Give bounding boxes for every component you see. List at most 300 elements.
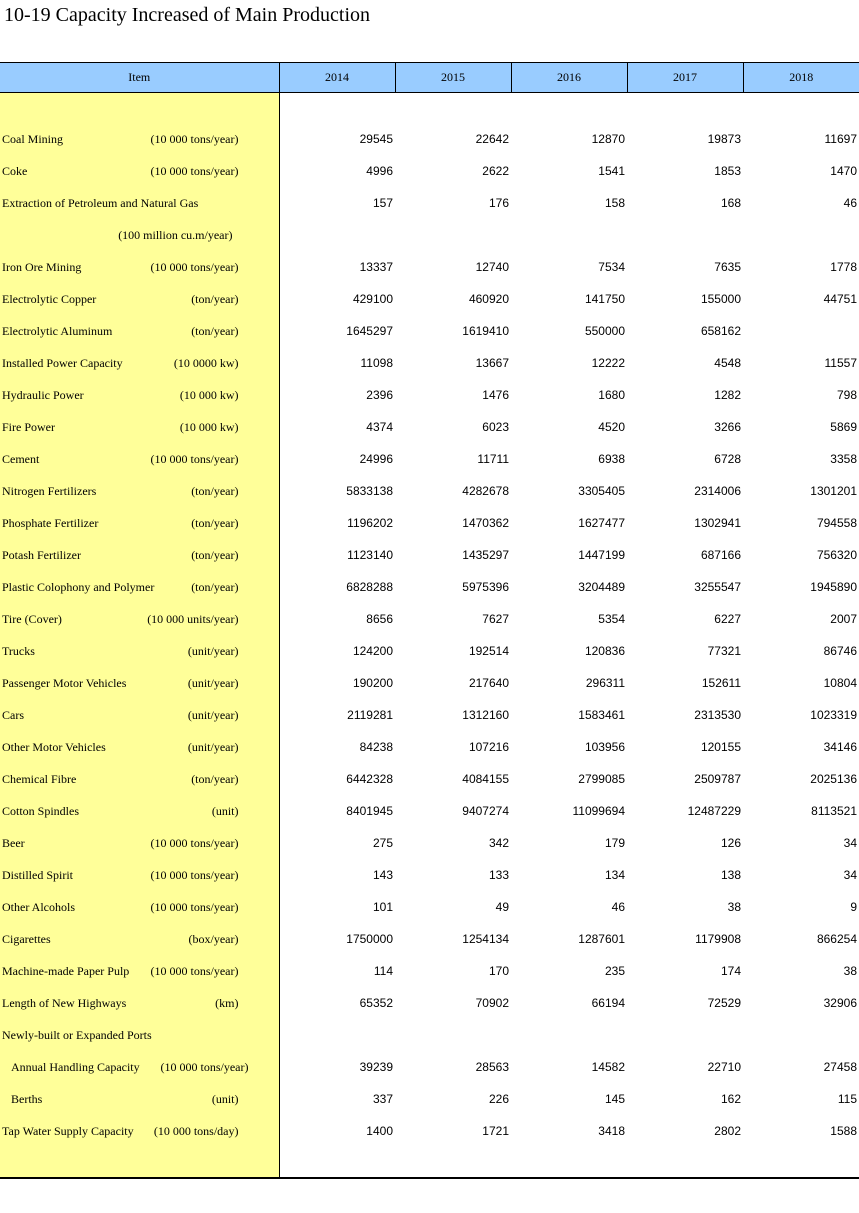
- item-cell: [0, 1083, 279, 1115]
- value-cell-2016: 1287601: [578, 932, 625, 946]
- value-cell-2015: 1721: [482, 1124, 509, 1138]
- item-name: Hydraulic Power: [2, 388, 84, 402]
- item-name: Newly-built or Expanded Ports: [2, 1028, 152, 1042]
- item-name: Length of New Highways: [2, 996, 127, 1010]
- item-name: Distilled Spirit: [2, 868, 74, 882]
- value-cell-2014: 429100: [352, 292, 393, 306]
- value-cell-2018: 794558: [816, 516, 857, 530]
- table-row: [0, 763, 859, 795]
- table-row: [0, 891, 859, 923]
- value-cell-2017: 155000: [700, 292, 741, 306]
- value-cell-2018: 866254: [816, 932, 857, 946]
- value-cell-2015: 460920: [468, 292, 509, 306]
- table-row: [0, 443, 859, 475]
- item-name: Cigarettes: [2, 932, 51, 946]
- table-row: [0, 219, 859, 251]
- value-cell-2014: 2396: [366, 388, 393, 402]
- item-cell: [0, 699, 279, 731]
- value-cell-2018: 1301201: [810, 484, 857, 498]
- value-cell-2014: 1196202: [347, 516, 393, 530]
- value-cell-2017: 4548: [714, 356, 741, 370]
- item-name: Electrolytic Copper: [2, 292, 97, 306]
- column-header-2018: 2018: [743, 63, 859, 93]
- bottom-row: [0, 1147, 859, 1178]
- value-cell-2015: 1435297: [462, 548, 509, 562]
- item-unit: (unit/year): [187, 708, 239, 722]
- value-cell-2018: 27458: [823, 1060, 857, 1074]
- value-cell-2016: 134: [604, 868, 625, 882]
- value-cell-2017: 1179908: [695, 932, 741, 946]
- value-cell-2017: 77321: [707, 644, 741, 658]
- table-row: [0, 667, 859, 699]
- value-cell-2016: 46: [611, 900, 625, 914]
- column-header-item: Item: [0, 63, 279, 93]
- value-cell-2017: 3255547: [694, 580, 741, 594]
- table-row: [0, 283, 859, 315]
- value-cell-2015: [395, 219, 511, 251]
- value-cell-2014: 8401945: [346, 804, 393, 818]
- value-cell-2015: 49: [495, 900, 509, 914]
- table-row: [0, 1051, 859, 1083]
- value-cell-2015: 12740: [475, 260, 509, 274]
- value-cell-2016: 3204489: [578, 580, 625, 594]
- value-cell-2015: 7627: [482, 612, 509, 626]
- value-cell-2015: 226: [488, 1092, 509, 1106]
- value-cell-2018: 11697: [824, 132, 857, 146]
- table-row: [0, 379, 859, 411]
- value-cell-2016: [511, 1019, 627, 1051]
- table-row: [0, 539, 859, 571]
- item-cell: [0, 219, 279, 251]
- item-unit: (ton/year): [191, 772, 239, 786]
- value-cell-2014: 157: [372, 196, 393, 210]
- item-unit: (10 0000 kw): [173, 356, 239, 370]
- value-cell-2017: 2313530: [694, 708, 741, 722]
- value-cell-2014: 5833138: [346, 484, 393, 498]
- value-cell-2016: 14582: [591, 1060, 625, 1074]
- value-cell-2017: 2802: [714, 1124, 741, 1138]
- item-cell: [0, 411, 279, 443]
- item-cell: [0, 1051, 279, 1083]
- value-cell-2016: 6938: [598, 452, 625, 466]
- item-unit: (10 000 units/year): [147, 612, 239, 626]
- item-name: Electrolytic Aluminum: [2, 324, 113, 338]
- value-cell-2016: 296311: [585, 676, 625, 690]
- item-unit: (ton/year): [191, 484, 239, 498]
- item-unit: (km): [215, 996, 239, 1010]
- value-cell-2015: 342: [488, 836, 509, 850]
- item-cell: [0, 251, 279, 283]
- value-cell-2018: 115: [837, 1092, 857, 1106]
- value-cell-2015: 170: [488, 964, 509, 978]
- value-cell-2017: 138: [720, 868, 741, 882]
- item-cell: [0, 475, 279, 507]
- value-cell-2016: 7534: [598, 260, 625, 274]
- item-unit: (unit/year): [187, 676, 239, 690]
- value-cell-2018: 1945890: [810, 580, 857, 594]
- table-row: [0, 1019, 859, 1051]
- value-cell-2018: 8113521: [811, 804, 857, 818]
- item-name: Phosphate Fertilizer: [2, 516, 99, 530]
- value-cell-2014: 4996: [366, 164, 393, 178]
- item-name: Annual Handling Capacity: [11, 1060, 140, 1074]
- item-unit: (10 000 kw): [179, 420, 239, 434]
- item-name: Plastic Colophony and Polymer: [2, 580, 155, 594]
- value-cell-2015: 5975396: [462, 580, 509, 594]
- value-cell-2014: 190200: [352, 676, 393, 690]
- item-unit: (ton/year): [191, 548, 239, 562]
- item-unit: (unit): [211, 1092, 239, 1106]
- table-row: [0, 1083, 859, 1115]
- item-name: Other Motor Vehicles: [2, 740, 106, 754]
- table-row: [0, 315, 859, 347]
- value-cell-2015: 22642: [475, 132, 509, 146]
- item-unit: (ton/year): [191, 324, 239, 338]
- item-cell: [0, 603, 279, 635]
- value-cell-2015: 28563: [475, 1060, 509, 1074]
- value-cell-2014: 101: [372, 900, 393, 914]
- item-unit: (10 000 kw): [179, 388, 239, 402]
- bottom-item-cell: [0, 1147, 279, 1178]
- value-cell-2017: 126: [720, 836, 741, 850]
- value-cell-2017: 19873: [707, 132, 741, 146]
- item-unit: (10 000 tons/year): [150, 452, 239, 466]
- item-name: Other Alcohols: [2, 900, 75, 914]
- item-cell: [0, 155, 279, 187]
- item-unit: (unit): [211, 804, 239, 818]
- value-cell-2017: 2314006: [694, 484, 741, 498]
- item-cell: [0, 283, 279, 315]
- value-cell-2015: 70902: [475, 996, 509, 1010]
- value-cell-2016: 158: [604, 196, 625, 210]
- value-cell-2014: 275: [372, 836, 393, 850]
- item-unit: (box/year): [188, 932, 239, 946]
- value-cell-2015: 1470362: [462, 516, 509, 530]
- item-unit: (10 000 tons/year): [150, 132, 239, 146]
- value-cell-2017: 1302941: [694, 516, 741, 530]
- value-cell-2014: 4374: [366, 420, 393, 434]
- value-cell-2017: 72529: [707, 996, 741, 1010]
- item-unit: (10 000 tons/year): [160, 1060, 249, 1074]
- item-name: Installed Power Capacity: [2, 356, 123, 370]
- value-cell-2018: 1023319: [810, 708, 857, 722]
- value-cell-2014: 11098: [360, 356, 393, 370]
- table-row: [0, 795, 859, 827]
- item-cell: [0, 1115, 279, 1147]
- value-cell-2016: 145: [604, 1092, 625, 1106]
- item-cell: [0, 539, 279, 571]
- item-unit: (10 000 tons/year): [150, 260, 239, 274]
- bottom-cell: [395, 1147, 511, 1178]
- value-cell-2014: 1400: [366, 1124, 393, 1138]
- item-unit: (10 000 tons/year): [150, 164, 239, 178]
- value-cell-2015: 176: [488, 196, 509, 210]
- item-cell: [0, 987, 279, 1019]
- value-cell-2014: [279, 1019, 395, 1051]
- item-name: Iron Ore Mining: [2, 260, 82, 274]
- item-cell: [0, 635, 279, 667]
- value-cell-2014: 114: [373, 964, 393, 978]
- value-cell-2015: 11711: [477, 452, 509, 466]
- item-unit: (ton/year): [191, 516, 239, 530]
- value-cell-2018: 3358: [830, 452, 857, 466]
- value-cell-2018: 1588: [830, 1124, 857, 1138]
- value-cell-2014: 84238: [359, 740, 393, 754]
- value-cell-2016: 235: [604, 964, 625, 978]
- item-name: Coal Mining: [2, 132, 64, 146]
- value-cell-2015: 133: [488, 868, 509, 882]
- value-cell-2015: 1254134: [462, 932, 509, 946]
- item-unit: (10 000 tons/year): [150, 868, 239, 882]
- value-cell-2016: 3418: [598, 1124, 625, 1138]
- value-cell-2017: 1853: [714, 164, 741, 178]
- item-cell: [0, 859, 279, 891]
- value-cell-2014: 6828288: [346, 580, 393, 594]
- value-cell-2016: 1447199: [578, 548, 625, 562]
- table-row: [0, 123, 859, 155]
- value-cell-2016: 179: [604, 836, 625, 850]
- table-row: [0, 1115, 859, 1147]
- value-cell-2015: 2622: [482, 164, 509, 178]
- value-cell-2014: 13337: [359, 260, 393, 274]
- value-cell-2017: 12487229: [687, 804, 741, 818]
- item-cell: [0, 955, 279, 987]
- table-row: [0, 859, 859, 891]
- value-cell-2017: 658162: [700, 324, 741, 338]
- value-cell-2017: 3266: [714, 420, 741, 434]
- value-cell-2017: 1282: [714, 388, 741, 402]
- column-header-2015: 2015: [395, 63, 511, 93]
- value-cell-2018: 2007: [830, 612, 857, 626]
- value-cell-2015: [395, 1019, 511, 1051]
- table-row: [0, 187, 859, 219]
- value-cell-2017: 6227: [714, 612, 741, 626]
- item-cell: [0, 763, 279, 795]
- value-cell-2016: 5354: [598, 612, 625, 626]
- production-capacity-table: [0, 62, 859, 1179]
- value-cell-2018: 86746: [823, 644, 857, 658]
- item-cell: [0, 443, 279, 475]
- table-row: [0, 955, 859, 987]
- value-cell-2014: 1123140: [347, 548, 393, 562]
- value-cell-2015: 1619410: [462, 324, 509, 338]
- item-cell: [0, 795, 279, 827]
- table-row: [0, 475, 859, 507]
- value-cell-2015: 6023: [482, 420, 509, 434]
- value-cell-2016: 1627477: [578, 516, 625, 530]
- item-unit: (ton/year): [191, 292, 239, 306]
- item-cell: [0, 187, 279, 219]
- item-unit: (10 000 tons/year): [150, 836, 239, 850]
- page-title: 10-19 Capacity Increased of Main Production: [4, 4, 371, 26]
- value-cell-2018: [743, 315, 859, 347]
- value-cell-2014: 8656: [366, 612, 393, 626]
- column-header-2014: 2014: [279, 63, 395, 93]
- item-unit: (10 000 tons/day): [153, 1124, 239, 1138]
- value-cell-2018: 798: [836, 388, 857, 402]
- item-cell: [0, 315, 279, 347]
- column-header-2017: 2017: [627, 63, 743, 93]
- value-cell-2014: 1645297: [346, 324, 393, 338]
- value-cell-2014: 6442328: [346, 772, 393, 786]
- value-cell-2016: 4520: [598, 420, 625, 434]
- value-cell-2014: 124200: [352, 644, 393, 658]
- item-name: Machine-made Paper Pulp: [2, 964, 130, 978]
- value-cell-2015: 1476: [482, 388, 509, 402]
- spacer-row: [0, 93, 859, 124]
- item-name: Beer: [2, 836, 25, 850]
- item-cell: [0, 507, 279, 539]
- item-name: Fire Power: [2, 420, 55, 434]
- value-cell-2018: 1778: [830, 260, 857, 274]
- value-cell-2014: 24996: [359, 452, 393, 466]
- item-name: Nitrogen Fertilizers: [2, 484, 97, 498]
- value-cell-2014: 65352: [359, 996, 393, 1010]
- table-row: [0, 987, 859, 1019]
- value-cell-2016: 11099694: [572, 804, 625, 818]
- value-cell-2018: 32906: [823, 996, 857, 1010]
- value-cell-2018: 10804: [823, 676, 857, 690]
- value-cell-2018: 34: [843, 868, 857, 882]
- table-row: [0, 251, 859, 283]
- value-cell-2018: 38: [843, 964, 857, 978]
- value-cell-2015: 13667: [475, 356, 509, 370]
- value-cell-2015: 1312160: [462, 708, 509, 722]
- value-cell-2016: 1541: [598, 164, 625, 178]
- item-cell: [0, 1019, 279, 1051]
- value-cell-2016: 141750: [584, 292, 625, 306]
- table-row: [0, 635, 859, 667]
- column-header-2016: 2016: [511, 63, 627, 93]
- item-cell: [0, 731, 279, 763]
- item-name: Cement: [2, 452, 40, 466]
- table-row: [0, 923, 859, 955]
- item-unit: (unit/year): [187, 740, 239, 754]
- item-cell: [0, 571, 279, 603]
- value-cell-2017: 7635: [714, 260, 741, 274]
- value-cell-2018: [743, 219, 859, 251]
- value-cell-2016: 1680: [598, 388, 625, 402]
- value-cell-2017: [627, 1019, 743, 1051]
- item-cell: [0, 667, 279, 699]
- value-cell-2017: 22710: [707, 1060, 741, 1074]
- table-header-row: [0, 63, 859, 93]
- value-cell-2017: 120155: [700, 740, 741, 754]
- value-cell-2015: 192514: [468, 644, 509, 658]
- item-unit: (10 000 tons/year): [150, 900, 239, 914]
- value-cell-2016: 120836: [584, 644, 625, 658]
- value-cell-2016: 103956: [584, 740, 625, 754]
- item-name: Tap Water Supply Capacity: [2, 1124, 134, 1138]
- value-cell-2016: 66194: [591, 996, 625, 1010]
- item-name: Cars: [2, 708, 24, 722]
- item-name: Coke: [2, 164, 28, 178]
- item-cell: [0, 923, 279, 955]
- value-cell-2016: 12870: [591, 132, 625, 146]
- item-name: Extraction of Petroleum and Natural Gas: [2, 196, 199, 210]
- table-row: [0, 571, 859, 603]
- bottom-cell: [743, 1147, 859, 1178]
- value-cell-2017: 38: [727, 900, 741, 914]
- item-name: Passenger Motor Vehicles: [2, 676, 127, 690]
- value-cell-2014: [279, 219, 395, 251]
- table-row: [0, 699, 859, 731]
- table-row: [0, 827, 859, 859]
- table-row: [0, 731, 859, 763]
- value-cell-2017: [627, 219, 743, 251]
- value-cell-2014: 2119281: [347, 708, 393, 722]
- value-cell-2016: 550000: [584, 324, 625, 338]
- value-cell-2015: 9407274: [462, 804, 509, 818]
- value-cell-2017: 162: [720, 1092, 741, 1106]
- value-cell-2018: 34146: [823, 740, 857, 754]
- value-cell-2018: 5869: [830, 420, 857, 434]
- value-cell-2016: [511, 219, 627, 251]
- value-cell-2015: 107216: [468, 740, 509, 754]
- spacer-cell: [0, 93, 279, 124]
- bottom-cell: [627, 1147, 743, 1178]
- table-row: [0, 155, 859, 187]
- value-cell-2017: 6728: [714, 452, 741, 466]
- value-cell-2018: 1470: [830, 164, 857, 178]
- item-cell: [0, 379, 279, 411]
- value-cell-2016: 2799085: [578, 772, 625, 786]
- table-row: [0, 411, 859, 443]
- value-cell-2018: 44751: [823, 292, 857, 306]
- value-cell-2018: 34: [843, 836, 857, 850]
- bottom-cell: [279, 1147, 395, 1178]
- value-cell-2014: 143: [372, 868, 393, 882]
- bottom-cell: [511, 1147, 627, 1178]
- value-cell-2016: 3305405: [578, 484, 625, 498]
- value-cell-2016: 12222: [591, 356, 625, 370]
- value-cell-2018: 756320: [816, 548, 857, 562]
- item-name: Potash Fertilizer: [2, 548, 81, 562]
- value-cell-2015: 4084155: [462, 772, 509, 786]
- value-cell-2014: 39239: [359, 1060, 393, 1074]
- value-cell-2016: 1583461: [578, 708, 625, 722]
- item-name: Berths: [11, 1092, 43, 1106]
- value-cell-2014: 1750000: [346, 932, 393, 946]
- item-name: Tire (Cover): [2, 612, 62, 626]
- item-unit: (unit/year): [187, 644, 239, 658]
- value-cell-2015: 4282678: [462, 484, 509, 498]
- value-cell-2017: 174: [720, 964, 741, 978]
- value-cell-2018: 11557: [824, 356, 857, 370]
- item-unit: (ton/year): [191, 580, 239, 594]
- table-row: [0, 603, 859, 635]
- item-name: Trucks: [2, 644, 35, 658]
- value-cell-2018: [743, 1019, 859, 1051]
- table-row: [0, 347, 859, 379]
- value-cell-2015: 217640: [468, 676, 509, 690]
- value-cell-2018: 46: [843, 196, 857, 210]
- value-cell-2018: 9: [850, 900, 857, 914]
- table-row: [0, 507, 859, 539]
- item-cell: [0, 347, 279, 379]
- value-cell-2017: 2509787: [694, 772, 741, 786]
- item-cell: [0, 827, 279, 859]
- value-cell-2014: 29545: [359, 132, 393, 146]
- value-cell-2014: 337: [372, 1092, 393, 1106]
- value-cell-2017: 168: [720, 196, 741, 210]
- value-cell-2017: 152611: [701, 676, 741, 690]
- item-cell: [0, 123, 279, 155]
- value-cell-2018: 2025136: [810, 772, 857, 786]
- item-cell: [0, 891, 279, 923]
- item-name: Chemical Fibre: [2, 772, 77, 786]
- item-unit: (100 million cu.m/year): [118, 228, 233, 242]
